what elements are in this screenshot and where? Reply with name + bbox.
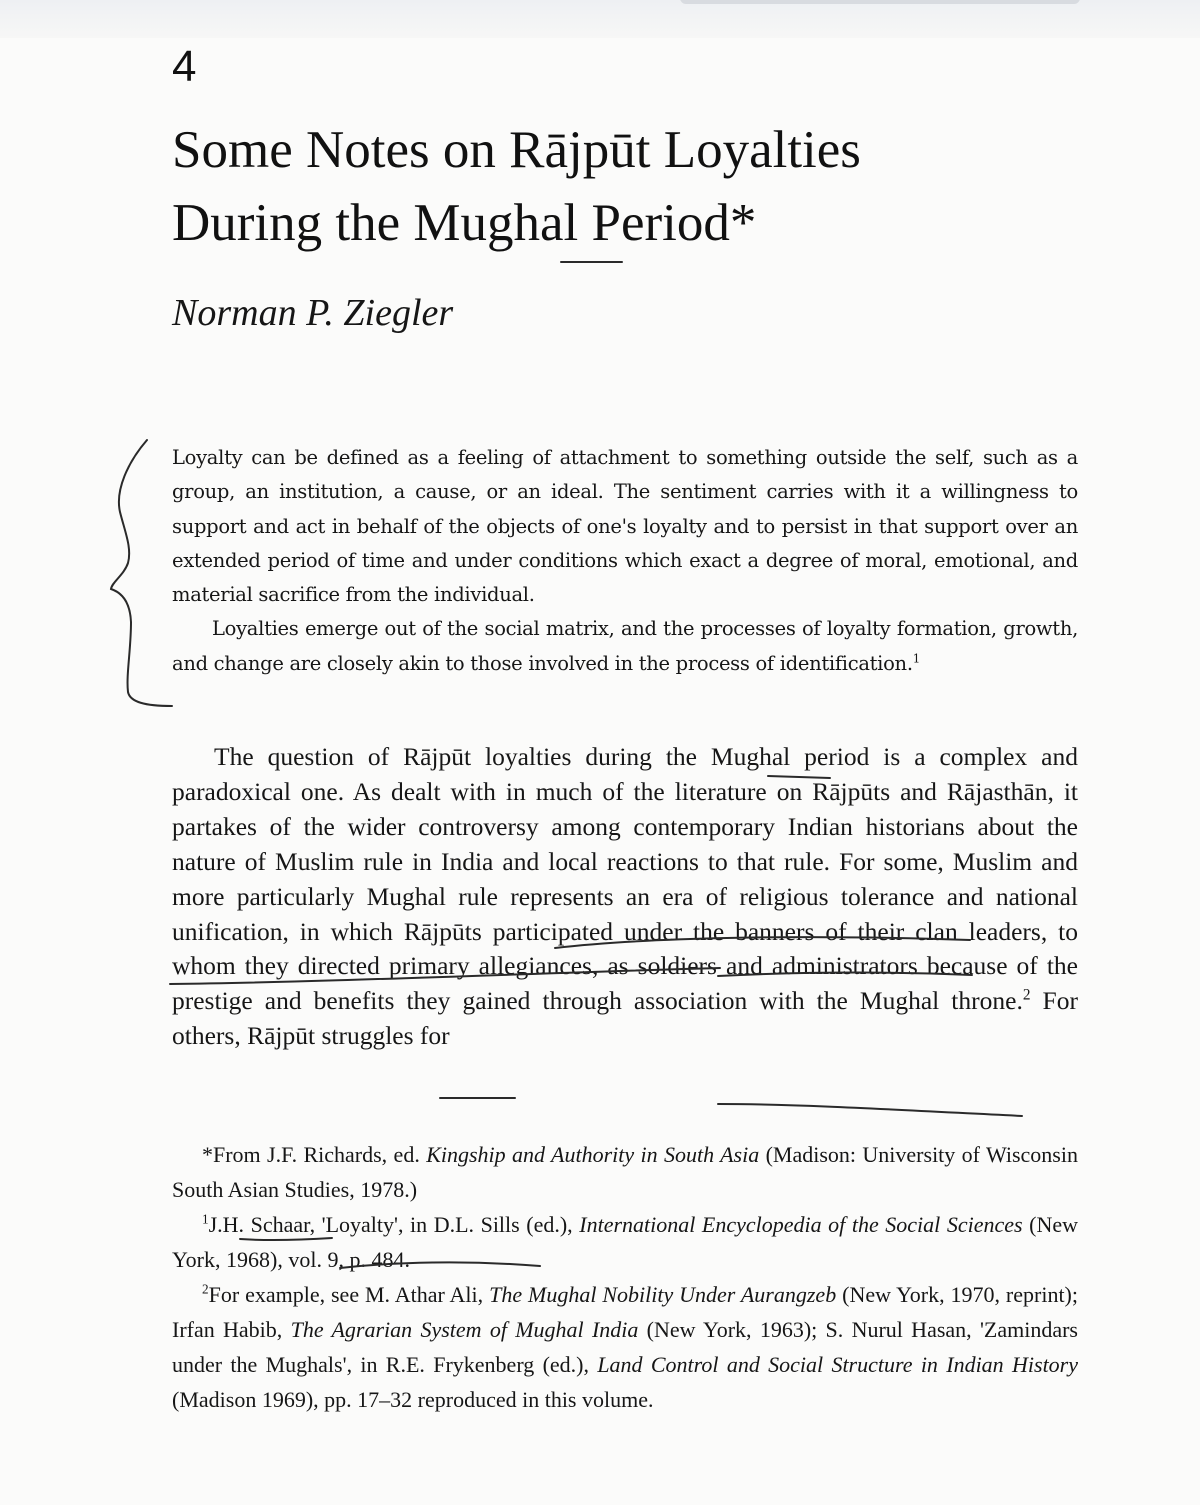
footnote-star-text: *From J.F. Richards, ed. [202,1142,427,1167]
footnotes [172,1137,1078,1417]
footnote-2-text-3: (New York, 1963); S. Nurul Hasan, 'Zamindars under the Mughals', in R.E. Frykenberg (ed.), [172,1317,1078,1377]
footnote-ref-1[interactable]: 1 [912,651,920,666]
footnote-2-title-3: Land Control and Social Structure in Indian History [597,1352,1079,1377]
body-paragraph-1 [172,740,1078,1054]
chapter-title-line-1: Some Notes on Rājpūt Loyalties [172,121,861,179]
footnote-1-book-title: International Encyclopedia of the Social Sciences [579,1212,1023,1237]
footnote-2-text: For example, see M. Athar Ali, [208,1282,490,1307]
body-text [172,740,1078,1054]
epigraph-paragraph-2 [172,612,1078,681]
margin-bracket-mark [111,440,172,706]
footnote-2-mark: 2 [202,1281,209,1297]
chapter-title-line-2: During the Mughal Period* [172,194,757,252]
footnote-1 [172,1207,1078,1277]
footnote-star [172,1137,1078,1207]
epigraph-paragraph-1: Loyalty can be defined as a feeling of attachment to something outside the self, such as a group, an institution, a cause, or an ideal. The sentiment carries with it a willingness to support and act in behalf of the objects of one's loyalty and to persist in that support over an extended period of time and under conditions which exact a degree of moral, emotional, and material sacrifice from the individual. [172,446,1078,607]
footnote-1-mark: 1 [202,1211,209,1227]
footnote-2-title-1: The Mughal Nobility Under Aurangzeb [489,1282,837,1307]
footnote-2-title-2: The Agrarian System of Mughal India [290,1317,639,1342]
footnote-1-text: J.H. Schaar, 'Loyalty', in D.L. Sills (ed.), [208,1212,580,1237]
chapter-number: 4 [172,42,197,91]
body-paragraph-1-continuation: For others, Rājpūt struggles for [172,986,1078,1051]
footnote-star-publication: (Madison: University of Wisconsin South Asian Studies, 1978.) [172,1142,1078,1202]
chapter-title [172,114,1132,260]
footnote-ref-2[interactable]: 2 [1022,986,1031,1004]
underline-others [718,1104,1022,1116]
author-name: Norman P. Ziegler [172,292,454,334]
footnote-1-publication: (New York, 1968), vol. 9, p. 484. [172,1212,1078,1272]
epigraph-definition [172,441,1078,681]
epigraph-paragraph-2-text: Loyalties emerge out of the social matrix, and the processes of loyalty formation, growth, and change are closely akin to those involved in the process of identification. [172,617,1078,675]
footnote-2-text-4: (Madison 1969), pp. 17–32 reproduced in this volume. [172,1387,654,1412]
footnote-2-text-2: (New York, 1970, reprint); Irfan Habib, [172,1282,1078,1342]
body-paragraph-1-text: The question of Rājpūt loyalties during the Mughal period is a complex and paradoxical one. As dealt with in much of the literature on Rājpūts and Rājasthān, it partakes of the wider controversy among contemporary Indian historians about the nature of Muslim rule in India and local reactions to that rule. For some, Muslim and more particularly Mughal rule represents an era of religious tolerance and national unification, in which Rājpūts participated under the banners of their clan leaders, to whom they directed primary allegiances, as soldiers and administrators because of the prestige and benefits they gained through association with the Mughal throne. [172,742,1078,1016]
footnote-2 [172,1277,1078,1417]
footnote-star-book-title: Kingship and Authority in South Asia [426,1142,760,1167]
